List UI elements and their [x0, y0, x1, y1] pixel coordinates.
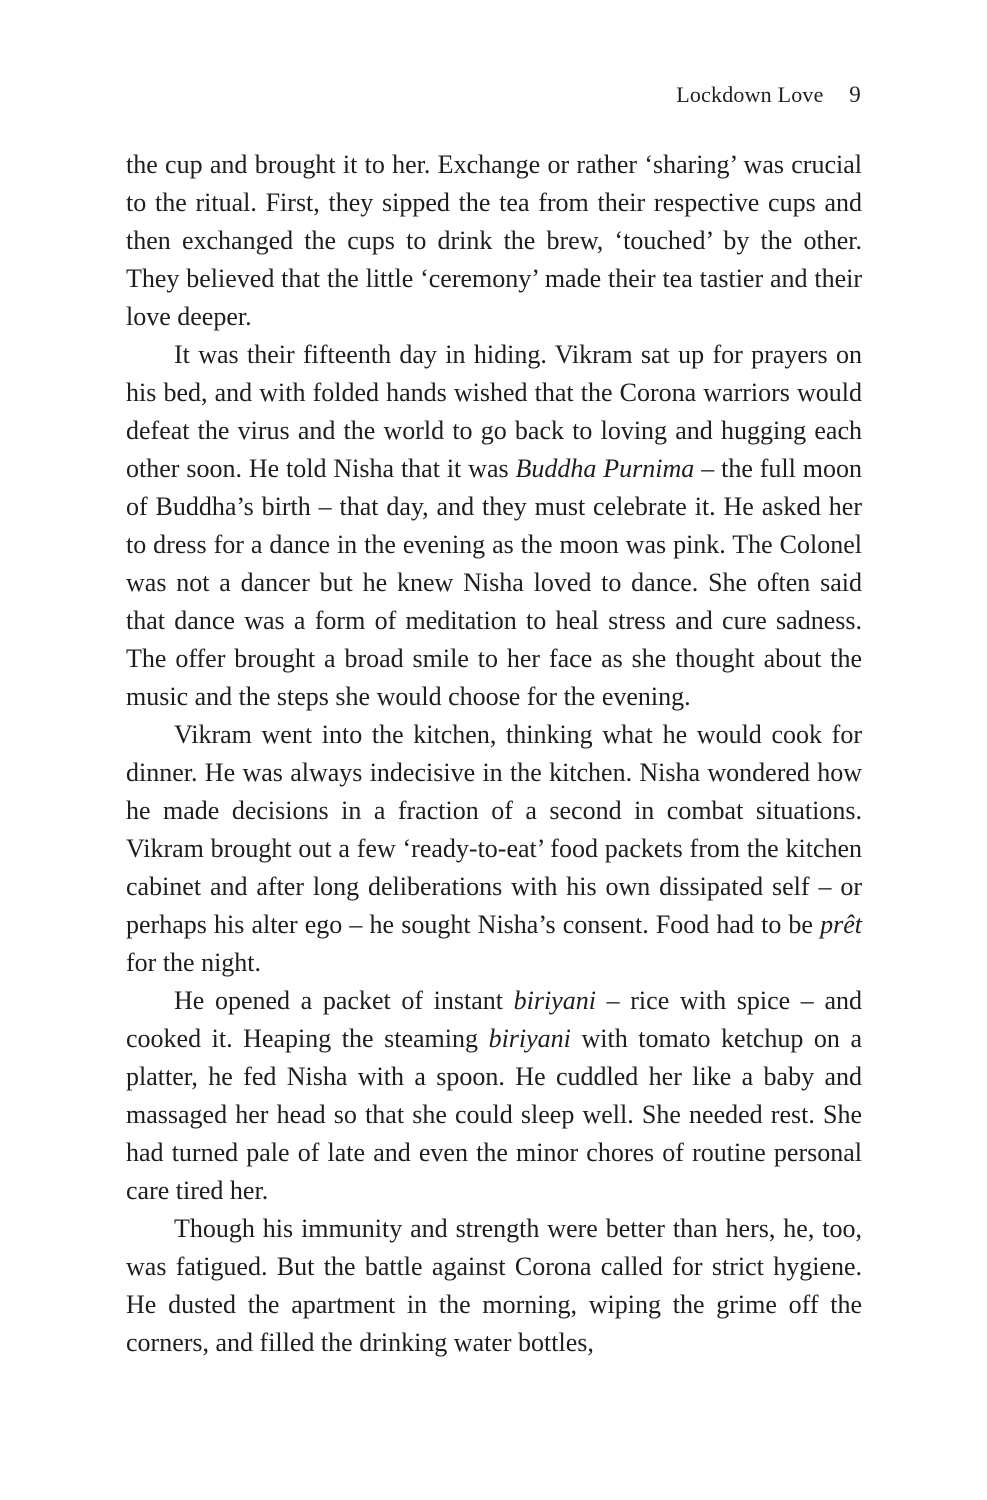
page-number: 9	[849, 82, 861, 107]
paragraph-1	[126, 146, 862, 336]
italic-text-run: biriyani	[513, 986, 596, 1015]
paragraph-5	[126, 1210, 862, 1362]
text-run: Vikram went into the kitchen, thinking what he would cook for dinner. He was always indecisive in the kitchen. Nisha wondered how he made decisions in a fraction of a second in combat situations. Vikram brought out a few ‘ready-to-eat’ food packets from the kitchen cabinet and after long deliberations with his own dissipated self – or perhaps his alter ego – he sought Nisha’s consent. Food had to be	[126, 720, 862, 939]
italic-text-run: prêt	[820, 910, 862, 939]
paragraph-4	[126, 982, 862, 1210]
text-run: Though his immunity and strength were better than hers, he, too, was fatigued. But the battle against Corona called for strict hygiene. He dusted the apartment in the morning, wiping the grime off the corners, and filled the drinking water bottles,	[126, 1214, 862, 1357]
running-head	[676, 80, 861, 110]
italic-text-run: biriyani	[488, 1024, 571, 1053]
body-text	[126, 146, 862, 1362]
text-run: for the night.	[126, 948, 262, 977]
text-run: with tomato ketchup on a platter, he fed Nisha with a spoon. He cuddled her like a baby and massaged her head so that she could sleep well. She needed rest. She had turned pale of late and even the minor chores of routine personal care tired her.	[126, 1024, 862, 1205]
running-head-title: Lockdown Love	[676, 82, 824, 107]
text-run: He opened a packet of instant	[174, 986, 514, 1015]
paragraph-2	[126, 336, 862, 716]
text-run: It was their fifteenth day in hiding. Vikram sat up for prayers on his bed, and with folded hands wished that the Corona warriors would defeat the virus and the world to go back to loving and hugging each other soon. He told Nisha that it was	[126, 340, 862, 483]
italic-text-run: Buddha Purnima	[515, 454, 695, 483]
text-run: – the full moon of Buddha’s birth – that day, and they must celebrate it. He asked her to dress for a dance in the evening as the moon was pink. The Colonel was not a dancer but he knew Nisha loved to dance. She often said that dance was a form of meditation to heal stress and cure sadness. The offer brought a broad smile to her face as she thought about the music and the steps she would choose for the evening.	[126, 454, 862, 711]
text-run: – rice with spice – and cooked it. Heaping the steaming	[126, 986, 862, 1053]
text-run: the cup and brought it to her. Exchange or rather ‘sharing’ was crucial to the ritual. First, they sipped the tea from their respective cups and then exchanged the cups to drink the brew, ‘touched’ by the other. They believed that the little ‘ceremony’ made their tea tastier and their love deeper.	[126, 150, 862, 331]
paragraph-3	[126, 716, 862, 982]
